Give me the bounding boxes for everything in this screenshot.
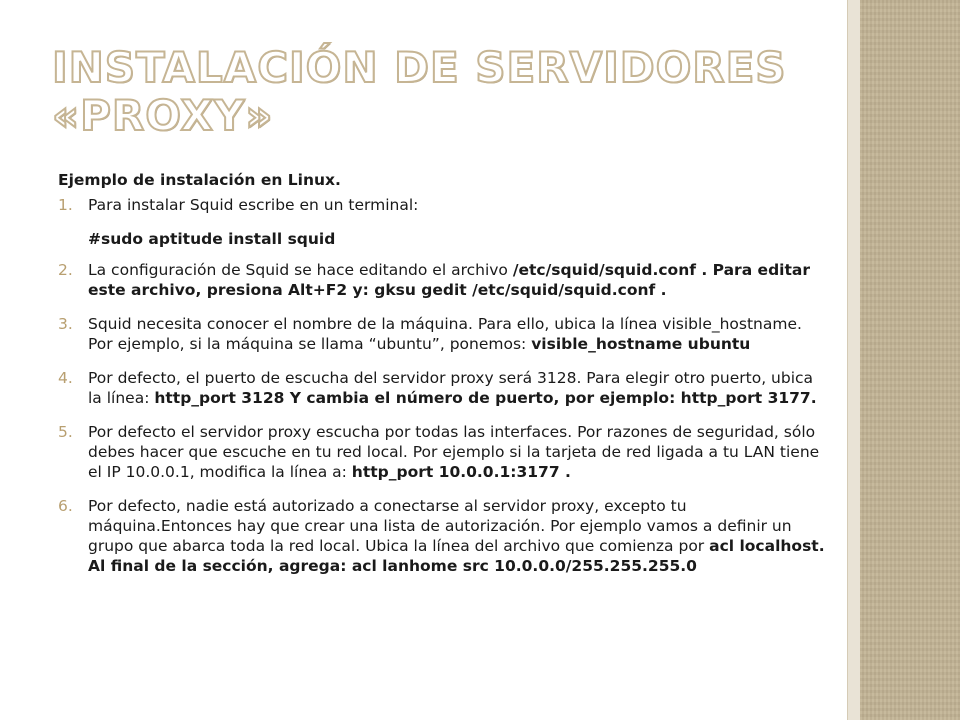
side-panel-edge (847, 0, 860, 720)
list-item-5 (58, 422, 828, 482)
item-bold-text: visible_hostname ubuntu (531, 335, 751, 353)
item-text: Por defecto el servidor proxy escucha por todas las interfaces. Por razones de seguridad, sólo debes hacer que escuche en tu red local. Por ejemplo si la tarjeta de red ligada a tu LAN tiene el IP 10.0.0.1, modifica la línea a: (88, 423, 820, 481)
item-text: Por defecto, nadie está autorizado a conectarse al servidor proxy, excepto tu máquina.Entonces hay que crear una lista de autorización. Por ejemplo vamos a definir un grupo que abarca toda la red local. Ubica la línea del archivo que comienza por (88, 497, 792, 555)
slide-title-line-2: «PROXY» (52, 91, 274, 140)
list-number: 3. (58, 315, 73, 333)
item-text: Para instalar Squid escribe en un terminal: (88, 196, 419, 214)
side-panel-divider (847, 0, 848, 720)
intro-text: Ejemplo de instalación en Linux. (58, 171, 341, 189)
decorative-side-panel (860, 0, 960, 720)
list-item-4 (58, 368, 828, 408)
item-text: La configuración de Squid se hace editando el archivo (88, 261, 513, 279)
list-number: 2. (58, 261, 73, 279)
item-bold-text: http_port 10.0.0.1:3177 . (351, 463, 571, 481)
list-number: 4. (58, 369, 73, 387)
list-item-6 (58, 496, 828, 576)
item-bold-text: acl localhost. Al final de la sección, agrega: acl lanhome src 10.0.0.0/255.255.255.0 (88, 537, 825, 575)
list-number: 1. (58, 196, 73, 214)
list-number: 6. (58, 497, 73, 515)
list-item-3 (58, 314, 828, 354)
item-text: Por defecto, el puerto de escucha del servidor proxy será 3128. Para elegir otro puerto, ubica la línea: (88, 369, 814, 407)
list-number: 5. (58, 423, 73, 441)
list-item-2 (58, 260, 828, 300)
slide-body (58, 170, 828, 590)
item-bold-text: http_port 3128 Y cambia el número de puerto, por ejemplo: http_port 3177. (154, 389, 817, 407)
slide-title-line-1: INSTALACIÓN DE SERVIDORES (52, 43, 787, 92)
item-bold-text: /etc/squid/squid.conf . Para editar este archivo, presiona Alt+F2 y: gksu gedit /etc/squid/squid.conf . (88, 261, 810, 299)
command-text: #sudo aptitude install squid (88, 230, 336, 248)
instruction-list (58, 195, 828, 576)
slide-title (52, 44, 842, 140)
list-item-1 (58, 195, 828, 249)
item-text: Squid necesita conocer el nombre de la máquina. Para ello, ubica la línea visible_hostname. Por ejemplo, si la máquina se llama “ubuntu”, ponemos: (88, 315, 802, 353)
